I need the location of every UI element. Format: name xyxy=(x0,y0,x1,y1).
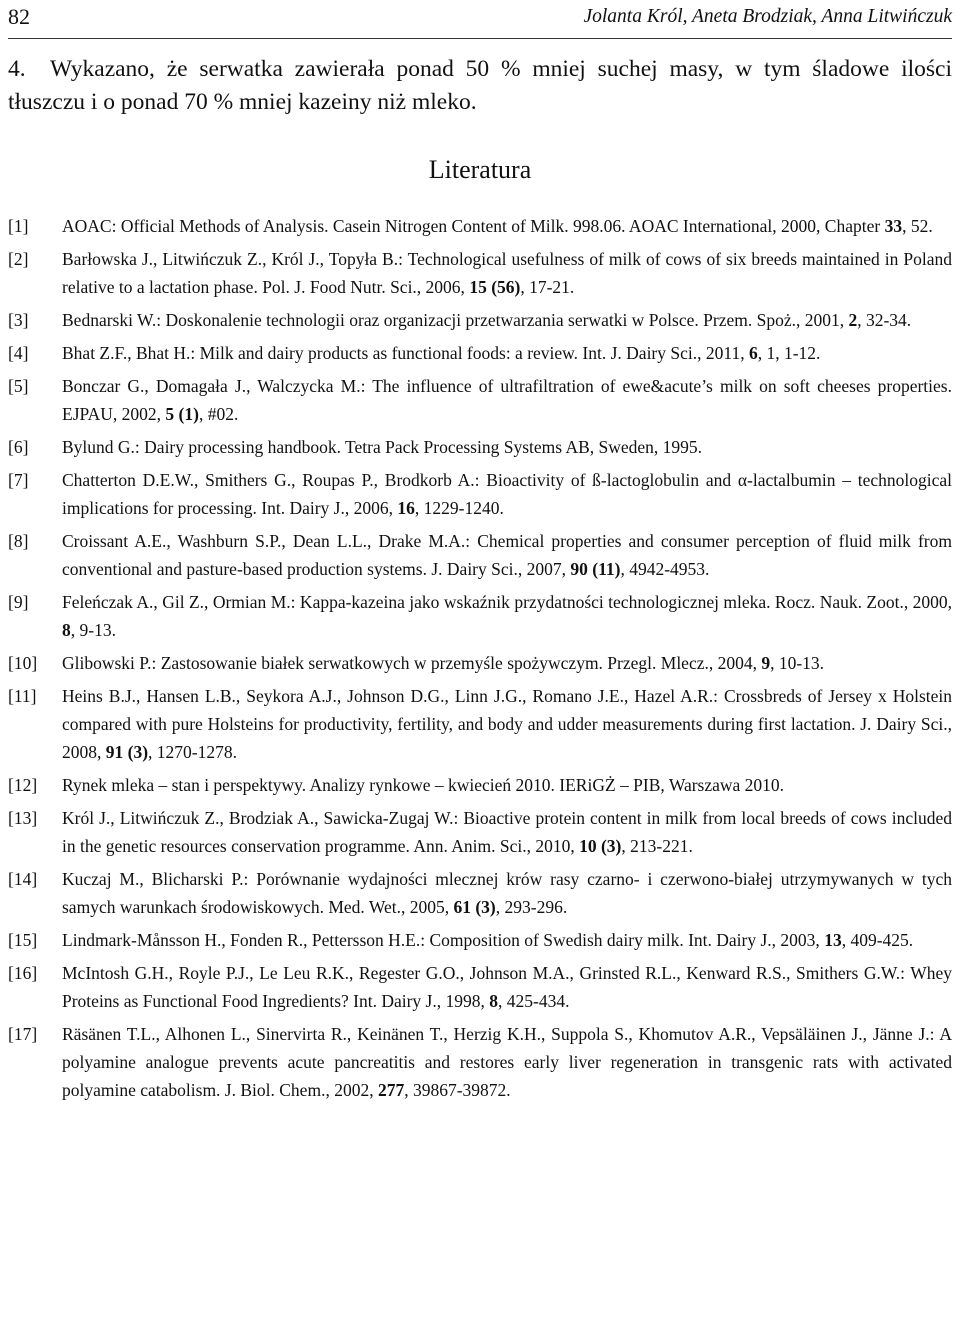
running-header xyxy=(8,2,952,32)
header-divider xyxy=(8,38,952,39)
reference-item xyxy=(8,926,952,954)
reference-text xyxy=(62,804,952,860)
reference-body: Glibowski P.: Zastosowanie białek serwatkowych w przemyśle spożywczym. Przegl. Mlecz., 2004, xyxy=(62,653,762,673)
reference-item xyxy=(8,771,952,799)
reference-volume: 8 xyxy=(489,991,498,1011)
reference-volume: 91 (3) xyxy=(105,742,149,762)
page-number: 82 xyxy=(8,4,30,29)
reference-text xyxy=(62,1020,952,1104)
reference-item xyxy=(8,372,952,428)
reference-text xyxy=(62,959,952,1015)
reference-body: Heins B.J., Hansen L.B., Seykora A.J., Johnson D.G., Linn J.G., Romano J.E., Hazel A.R.: Crossbreds of Jersey x Holstein compared with pure Holsteins for productivity, fertility, and body and udder measurements during first lactation. J. Dairy Sci., 2008, xyxy=(62,686,952,762)
reference-item xyxy=(8,466,952,522)
reference-number: [15] xyxy=(8,930,38,950)
reference-item xyxy=(8,306,952,334)
reference-text xyxy=(62,466,952,522)
reference-number: [10] xyxy=(8,653,38,673)
reference-volume: 33 xyxy=(884,216,903,236)
reference-text xyxy=(62,926,952,954)
reference-text xyxy=(62,306,952,334)
reference-item xyxy=(8,682,952,766)
reference-text xyxy=(62,771,952,799)
reference-body: Croissant A.E., Washburn S.P., Dean L.L., Drake M.A.: Chemical properties and consumer perception of fluid milk from conventional and pasture-based production systems. J. Dairy Sci., 2007, xyxy=(62,531,952,579)
reference-pages: , 10-13. xyxy=(770,653,825,673)
reference-list xyxy=(8,212,952,1109)
reference-number: [1] xyxy=(8,216,29,236)
reference-text xyxy=(62,372,952,428)
reference-body: Feleńczak A., Gil Z., Ormian M.: Kappa-kazeina jako wskaźnik przydatności technologicznej mleka. Rocz. Nauk. Zoot., 2000, xyxy=(62,592,952,612)
reference-volume: 13 xyxy=(824,930,842,950)
reference-volume: 15 (56) xyxy=(469,277,521,297)
reference-number: [5] xyxy=(8,376,29,396)
reference-pages: , 1229-1240. xyxy=(414,498,504,518)
reference-pages: , 32-34. xyxy=(857,310,912,330)
reference-body: Bonczar G., Domagała J., Walczycka M.: The influence of ultrafiltration of ewe&acute’s milk on soft cheeses properties. EJPAU, 2002, xyxy=(62,376,952,424)
reference-pages: , 409-425. xyxy=(841,930,914,950)
reference-item xyxy=(8,245,952,301)
reference-volume: 8 xyxy=(62,620,71,640)
reference-body: Chatterton D.E.W., Smithers G., Roupas P., Brodkorb A.: Bioactivity of ß-lactoglobulin and α-lactalbumin – technological implications for processing. Int. Dairy J., 2006, xyxy=(62,470,952,518)
reference-body: Rynek mleka – stan i perspektywy. Analizy rynkowe – kwiecień 2010. IERiGŻ – PIB, Warszawa 2010. xyxy=(62,775,785,795)
reference-item xyxy=(8,527,952,583)
reference-pages: , #02. xyxy=(198,404,239,424)
reference-volume: 90 (11) xyxy=(570,559,621,579)
reference-text xyxy=(62,865,952,921)
reference-body: Räsänen T.L., Alhonen L., Sinervirta R., Keinänen T., Herzig K.H., Suppola S., Khomutov A.R., Vepsäläinen J., Jänne J.: A polyamine analogue prevents acute pancreatitis and restores early liver regeneration in transgenic rats with activated polyamine catabolism. J. Biol. Chem., 2002, xyxy=(62,1024,952,1100)
reference-body: Król J., Litwińczuk Z., Brodziak A., Sawicka-Zugaj W.: Bioactive protein content in milk from local breeds of cows included in the genetic resources conservation programme. Ann. Anim. Sci., 2010, xyxy=(62,808,952,856)
reference-number: [16] xyxy=(8,963,38,983)
reference-number: [2] xyxy=(8,249,29,269)
section-title: Literatura xyxy=(428,155,532,184)
reference-pages: , 4942-4953. xyxy=(620,559,710,579)
reference-number: [13] xyxy=(8,808,38,828)
reference-text xyxy=(62,649,952,677)
reference-body: Bylund G.: Dairy processing handbook. Tetra Pack Processing Systems AB, Sweden, 1995. xyxy=(62,437,703,457)
reference-volume: 6 xyxy=(748,343,758,363)
reference-text xyxy=(62,212,952,240)
reference-pages: , 213-221. xyxy=(621,836,693,856)
reference-number: [3] xyxy=(8,310,29,330)
reference-text xyxy=(62,339,952,367)
reference-pages: , 1, 1-12. xyxy=(757,343,821,363)
reference-pages: , 39867-39872. xyxy=(404,1080,511,1100)
reference-pages: , 293-296. xyxy=(495,897,568,917)
reference-item xyxy=(8,1020,952,1104)
reference-item xyxy=(8,865,952,921)
reference-pages: , 52. xyxy=(902,216,933,236)
reference-text xyxy=(62,588,952,644)
conclusion-paragraph xyxy=(8,53,952,119)
reference-number: [6] xyxy=(8,437,29,457)
reference-body: McIntosh G.H., Royle P.J., Le Leu R.K., Regester G.O., Johnson M.A., Grinsted R.L., Kenward R.S., Smithers G.W.: Whey Proteins as Functional Food Ingredients? Int. Dairy J., 1998, xyxy=(62,963,952,1011)
reference-pages: , 17-21. xyxy=(520,277,575,297)
reference-pages: , 9-13. xyxy=(70,620,116,640)
reference-pages: , 425-434. xyxy=(498,991,570,1011)
header-authors: Jolanta Król, Aneta Brodziak, Anna Litwińczuk xyxy=(583,6,952,27)
conclusion-number: 4. xyxy=(8,56,26,82)
reference-text xyxy=(62,245,952,301)
reference-volume: 16 xyxy=(397,498,415,518)
reference-item xyxy=(8,649,952,677)
reference-item xyxy=(8,339,952,367)
reference-body: Kuczaj M., Blicharski P.: Porównanie wydajności mlecznej krów rasy czarno- i czerwono-białej utrzymywanych w tych samych warunkach środowiskowych. Med. Wet., 2005, xyxy=(62,869,952,917)
reference-number: [17] xyxy=(8,1024,38,1044)
reference-number: [4] xyxy=(8,343,29,363)
reference-body: Bhat Z.F., Bhat H.: Milk and dairy products as functional foods: a review. Int. J. Dairy Sci., 2011, xyxy=(62,343,749,363)
reference-volume: 9 xyxy=(761,653,771,673)
reference-item xyxy=(8,959,952,1015)
reference-spacer xyxy=(8,1104,952,1109)
reference-item xyxy=(8,804,952,860)
reference-text xyxy=(62,527,952,583)
reference-volume: 277 xyxy=(377,1080,405,1100)
reference-number: [11] xyxy=(8,686,37,706)
reference-number: [12] xyxy=(8,775,38,795)
reference-volume: 61 (3) xyxy=(453,897,496,917)
reference-volume: 5 (1) xyxy=(165,404,199,424)
reference-number: [7] xyxy=(8,470,29,490)
reference-volume: 2 xyxy=(848,310,858,330)
reference-pages: , 1270-1278. xyxy=(148,742,237,762)
reference-number: [14] xyxy=(8,869,38,889)
reference-volume: 10 (3) xyxy=(579,836,622,856)
reference-number: [9] xyxy=(8,592,29,612)
reference-item xyxy=(8,433,952,461)
reference-body: Barłowska J., Litwińczuk Z., Król J., Topyła B.: Technological usefulness of milk of cows of six breeds maintained in Poland relative to a lactation phase. Pol. J. Food Nutr. Sci., 2006, xyxy=(62,249,952,297)
reference-body: AOAC: Official Methods of Analysis. Casein Nitrogen Content of Milk. 998.06. AOAC International, 2000, Chapter xyxy=(62,216,885,236)
reference-item xyxy=(8,588,952,644)
reference-number: [8] xyxy=(8,531,29,551)
conclusion-text: Wykazano, że serwatka zawierała ponad 50 % mniej suchej masy, w tym śladowe ilości tłuszczu i o ponad 70 % mniej kazeiny niż mleko. xyxy=(8,56,952,115)
reference-body: Lindmark-Månsson H., Fonden R., Pettersson H.E.: Composition of Swedish dairy milk. Int. Dairy J., 2003, xyxy=(62,930,825,950)
reference-text xyxy=(62,682,952,766)
reference-text xyxy=(62,433,952,461)
reference-body: Bednarski W.: Doskonalenie technologii oraz organizacji przetwarzania serwatki w Polsce. Przem. Spoż., 2001, xyxy=(62,310,849,330)
reference-item xyxy=(8,212,952,240)
